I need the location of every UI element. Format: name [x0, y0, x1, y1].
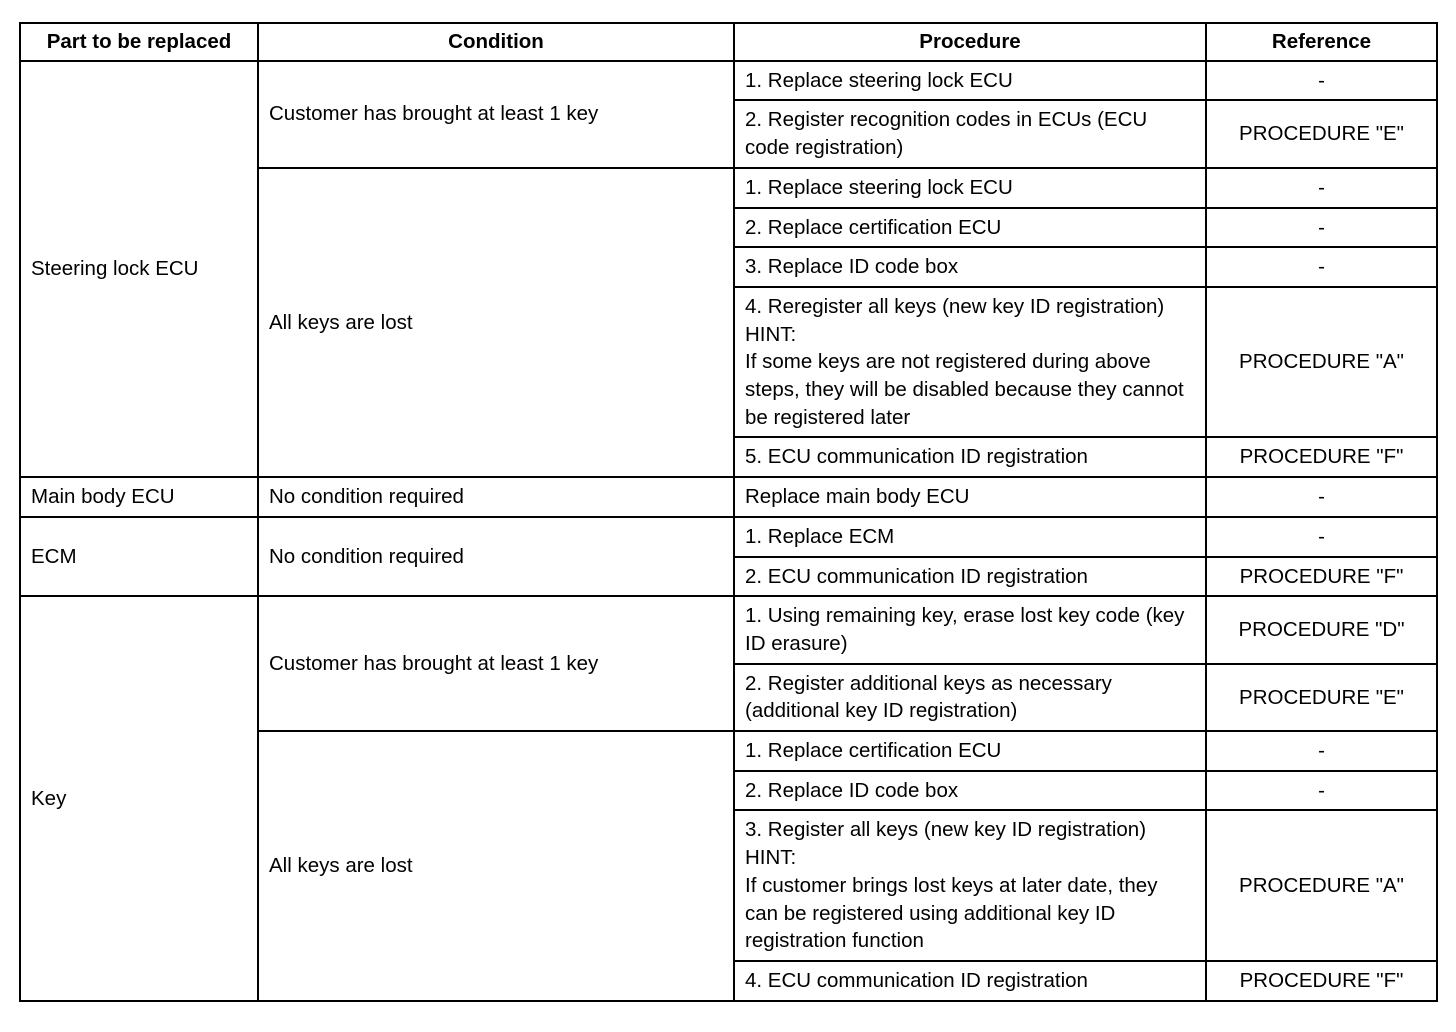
table-row	[20, 61, 1437, 101]
reference-cell: PROCEDURE "E"	[1206, 664, 1437, 731]
procedure-cell: 2. Replace ID code box	[734, 771, 1206, 811]
procedure-cell: 1. Replace steering lock ECU	[734, 61, 1206, 101]
reference-cell: -	[1206, 477, 1437, 517]
procedure-cell: 3. Replace ID code box	[734, 247, 1206, 287]
procedure-cell: 4. Reregister all keys (new key ID registration) HINT: If some keys are not registered during above steps, they will be disabled because they cannot be registered later	[734, 287, 1206, 438]
condition-cell: No condition required	[258, 477, 734, 517]
table-row	[20, 517, 1437, 557]
part-cell: Main body ECU	[20, 477, 258, 517]
procedure-cell: 4. ECU communication ID registration	[734, 961, 1206, 1001]
procedure-cell: 1. Replace ECM	[734, 517, 1206, 557]
reference-cell: PROCEDURE "D"	[1206, 596, 1437, 663]
reference-cell: -	[1206, 771, 1437, 811]
procedure-cell: 2. Register recognition codes in ECUs (ECU code registration)	[734, 100, 1206, 167]
procedure-cell: Replace main body ECU	[734, 477, 1206, 517]
reference-cell: PROCEDURE "F"	[1206, 557, 1437, 597]
key-registration-table	[19, 22, 1438, 1002]
procedure-cell: 5. ECU communication ID registration	[734, 437, 1206, 477]
table-row	[20, 477, 1437, 517]
reference-cell: -	[1206, 61, 1437, 101]
reference-cell: -	[1206, 247, 1437, 287]
procedure-cell: 1. Using remaining key, erase lost key code (key ID erasure)	[734, 596, 1206, 663]
reference-cell: PROCEDURE "A"	[1206, 810, 1437, 961]
procedure-cell: 2. ECU communication ID registration	[734, 557, 1206, 597]
header-reference: Reference	[1206, 23, 1437, 61]
condition-cell: No condition required	[258, 517, 734, 596]
condition-cell: All keys are lost	[258, 168, 734, 477]
header-row	[20, 23, 1437, 61]
reference-cell: PROCEDURE "E"	[1206, 100, 1437, 167]
reference-cell: -	[1206, 208, 1437, 248]
procedure-cell: 3. Register all keys (new key ID registration) HINT: If customer brings lost keys at later date, they can be registered using additional key ID registration function	[734, 810, 1206, 961]
header-procedure: Procedure	[734, 23, 1206, 61]
reference-cell: PROCEDURE "F"	[1206, 961, 1437, 1001]
part-cell: Steering lock ECU	[20, 61, 258, 477]
table-row	[20, 596, 1437, 663]
procedure-cell: 1. Replace certification ECU	[734, 731, 1206, 771]
part-cell: ECM	[20, 517, 258, 596]
procedure-cell: 2. Register additional keys as necessary (additional key ID registration)	[734, 664, 1206, 731]
reference-cell: PROCEDURE "A"	[1206, 287, 1437, 438]
reference-cell: -	[1206, 517, 1437, 557]
condition-cell: Customer has brought at least 1 key	[258, 596, 734, 731]
reference-cell: -	[1206, 731, 1437, 771]
header-part: Part to be replaced	[20, 23, 258, 61]
condition-cell: Customer has brought at least 1 key	[258, 61, 734, 168]
procedure-cell: 2. Replace certification ECU	[734, 208, 1206, 248]
header-condition: Condition	[258, 23, 734, 61]
condition-cell: All keys are lost	[258, 731, 734, 1001]
reference-cell: PROCEDURE "F"	[1206, 437, 1437, 477]
part-cell: Key	[20, 596, 258, 1000]
procedure-cell: 1. Replace steering lock ECU	[734, 168, 1206, 208]
reference-cell: -	[1206, 168, 1437, 208]
